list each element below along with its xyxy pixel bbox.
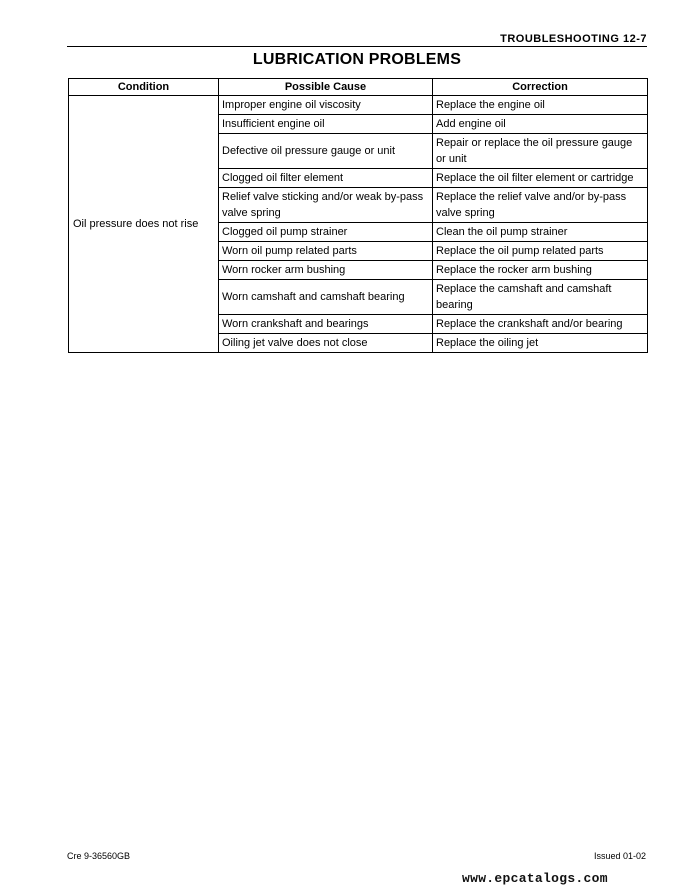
correction-cell: Replace the oil filter element or cartridge bbox=[433, 169, 648, 188]
table-header-row bbox=[69, 79, 648, 96]
correction-cell: Replace the oil pump related parts bbox=[433, 242, 648, 261]
cause-cell: Worn oil pump related parts bbox=[219, 242, 433, 261]
header-possible-cause: Possible Cause bbox=[219, 79, 433, 96]
troubleshooting-table bbox=[68, 78, 648, 353]
cause-cell: Worn rocker arm bushing bbox=[219, 261, 433, 280]
footer-issued: Issued 01-02 bbox=[593, 851, 646, 861]
header-condition: Condition bbox=[69, 79, 219, 96]
page-header bbox=[67, 33, 647, 47]
correction-cell: Replace the rocker arm bushing bbox=[433, 261, 648, 280]
correction-cell: Clean the oil pump strainer bbox=[433, 223, 648, 242]
correction-cell: Repair or replace the oil pressure gauge or unit bbox=[433, 134, 648, 169]
cause-cell: Oiling jet valve does not close bbox=[219, 334, 433, 353]
condition-cell: Oil pressure does not rise bbox=[69, 96, 219, 353]
correction-cell: Replace the relief valve and/or by-pass valve spring bbox=[433, 188, 648, 223]
correction-cell: Replace the oiling jet bbox=[433, 334, 648, 353]
cause-cell: Insufficient engine oil bbox=[219, 115, 433, 134]
footer-doc-id: Cre 9-36560GB bbox=[67, 851, 131, 861]
cause-cell: Improper engine oil viscosity bbox=[219, 96, 433, 115]
cause-cell: Clogged oil filter element bbox=[219, 169, 433, 188]
correction-cell: Replace the crankshaft and/or bearing bbox=[433, 315, 648, 334]
table-row bbox=[69, 96, 648, 115]
cause-cell: Clogged oil pump strainer bbox=[219, 223, 433, 242]
watermark-link[interactable]: www.epcatalogs.com bbox=[462, 871, 608, 886]
correction-cell: Replace the engine oil bbox=[433, 96, 648, 115]
cause-cell: Worn crankshaft and bearings bbox=[219, 315, 433, 334]
cause-cell: Relief valve sticking and/or weak by-pass valve spring bbox=[219, 188, 433, 223]
header-correction: Correction bbox=[433, 79, 648, 96]
correction-cell: Add engine oil bbox=[433, 115, 648, 134]
correction-cell: Replace the camshaft and camshaft bearing bbox=[433, 280, 648, 315]
section-title: TROUBLESHOOTING 12-7 bbox=[500, 33, 647, 45]
page-title: LUBRICATION PROBLEMS bbox=[252, 51, 462, 68]
cause-cell: Worn camshaft and camshaft bearing bbox=[219, 280, 433, 315]
cause-cell: Defective oil pressure gauge or unit bbox=[219, 134, 433, 169]
